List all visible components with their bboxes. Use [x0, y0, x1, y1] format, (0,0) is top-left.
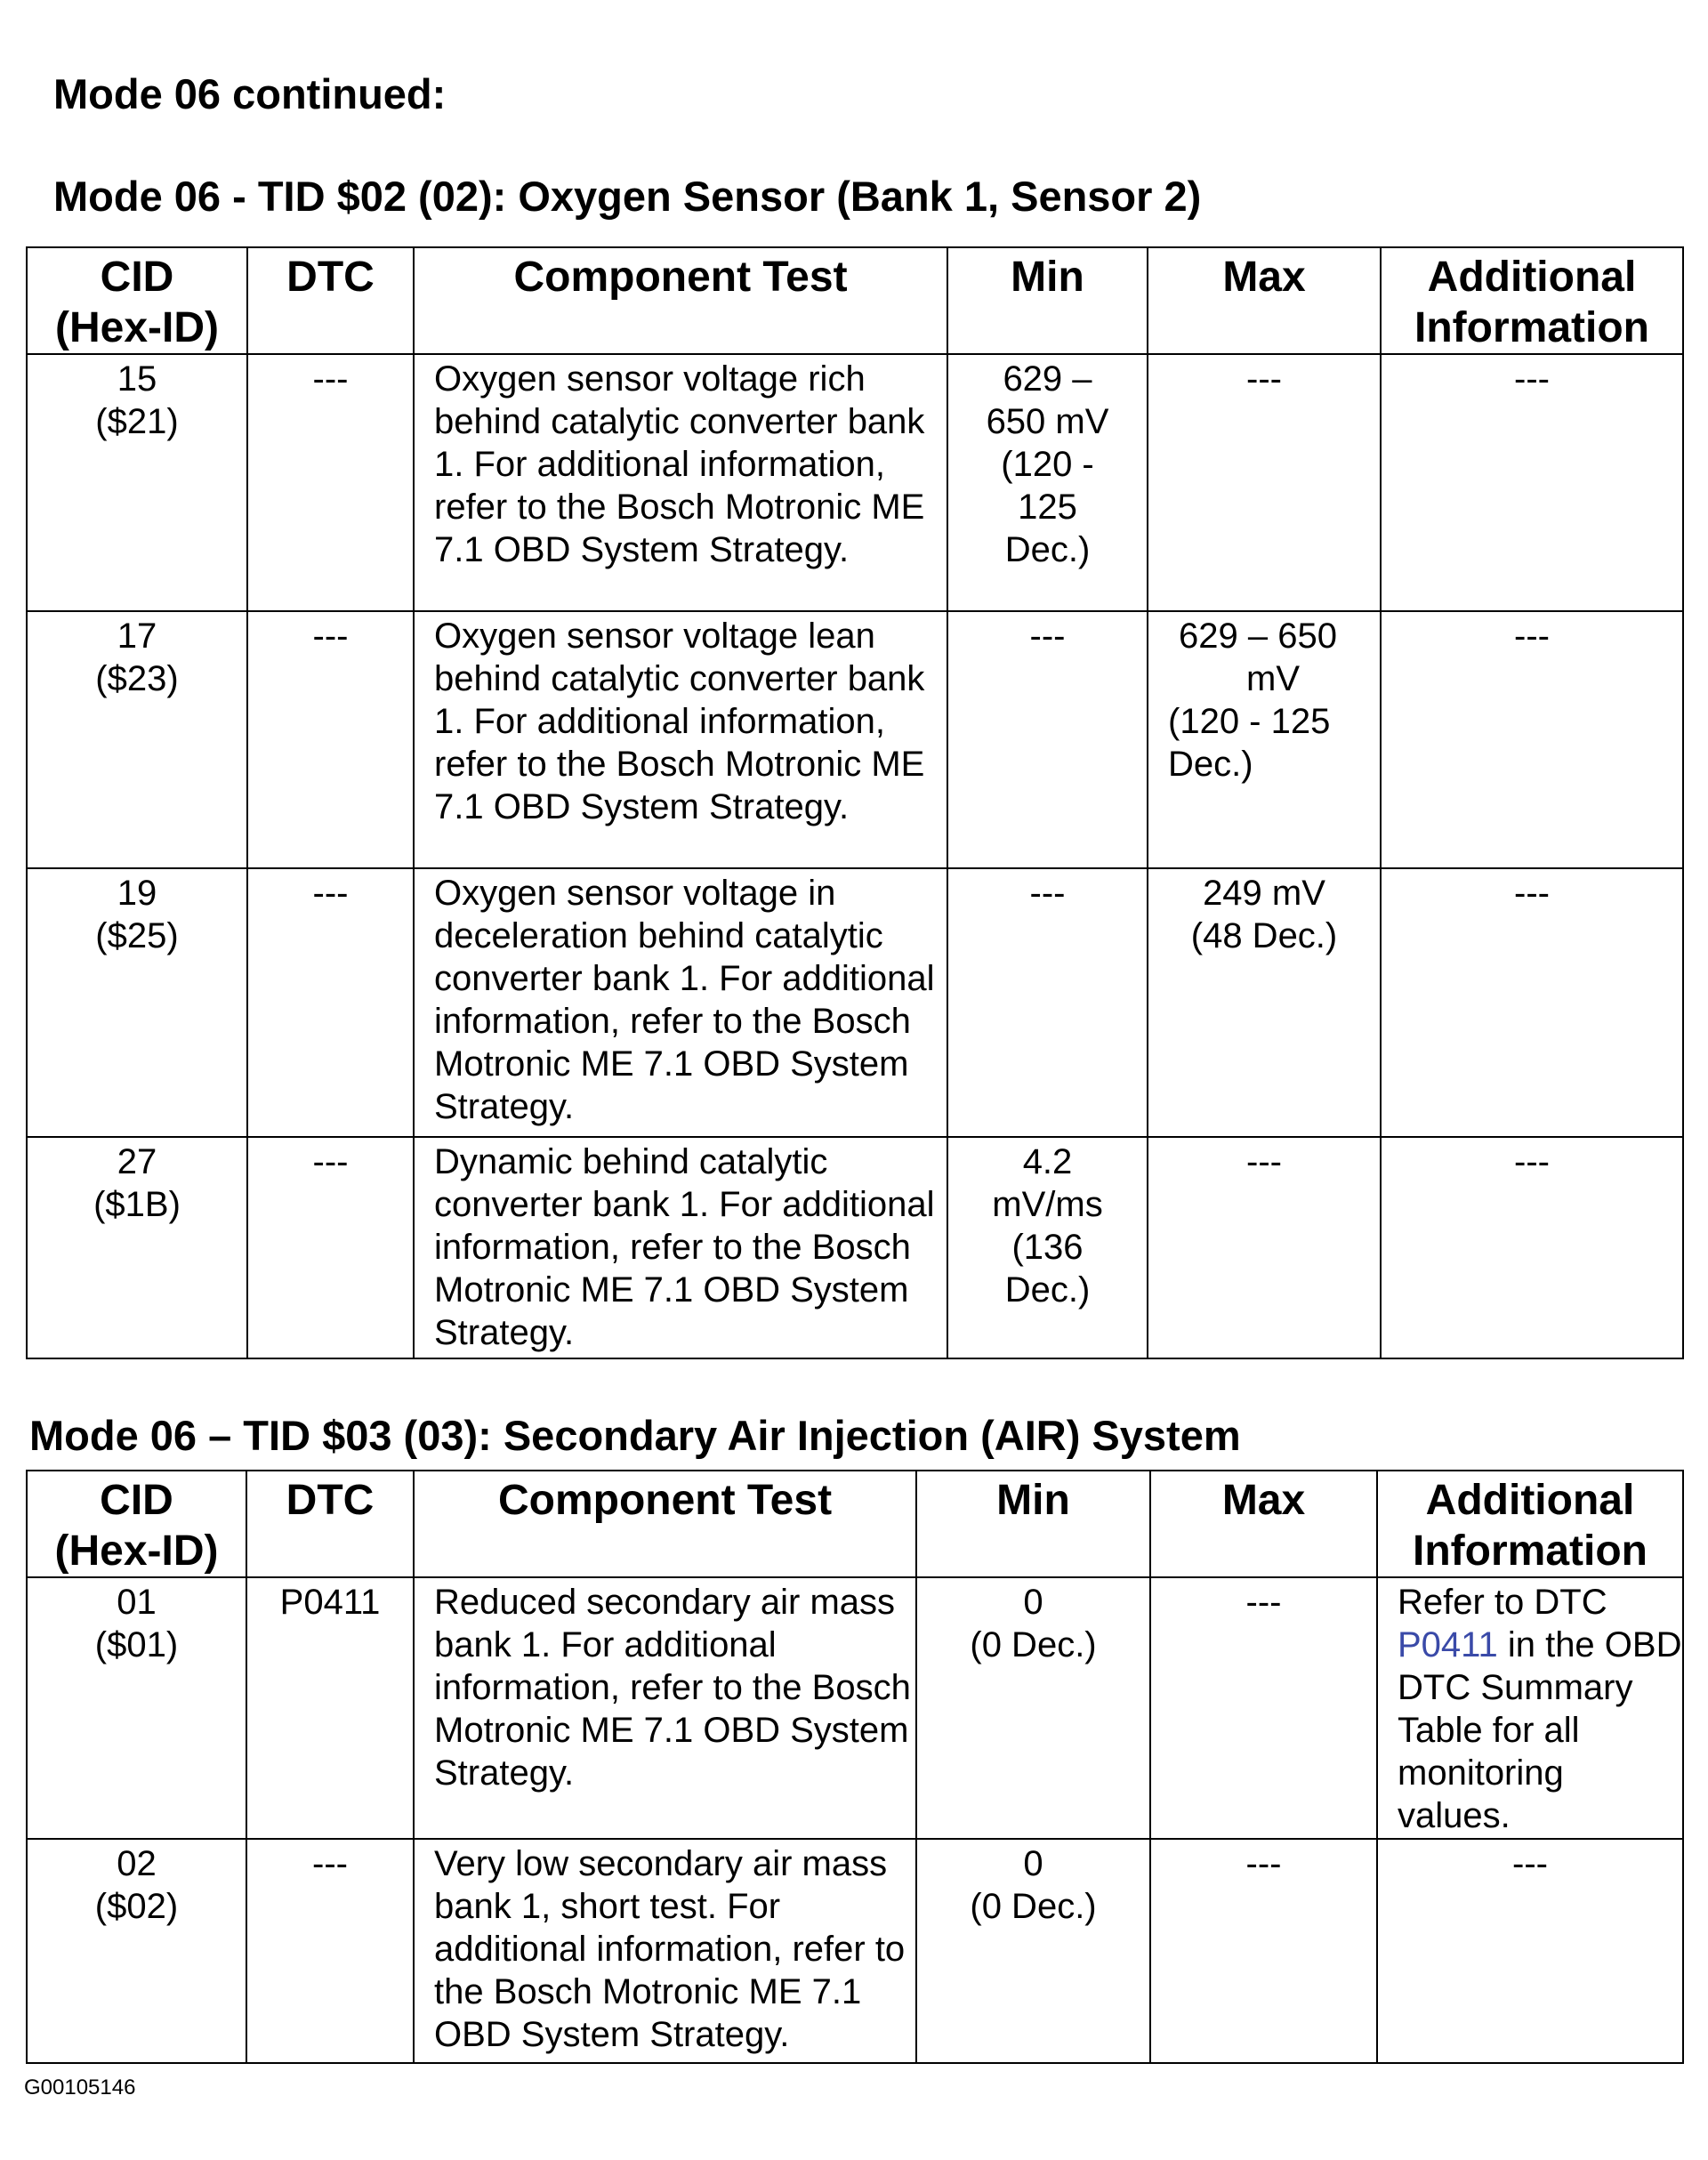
cell-cid: 17 ($23): [27, 611, 247, 868]
cell-min: 629 – 650 mV (120 - 125 Dec.): [947, 354, 1148, 611]
col-header-cid: CID (Hex-ID): [27, 247, 247, 354]
cell-component-test: Reduced secondary air mass bank 1. For additional information, refer to the Bosch Motronic ME 7.1 OBD System Strategy.: [414, 1577, 916, 1839]
cell-min: 4.2 mV/ms (136 Dec.): [947, 1137, 1148, 1358]
cell-min: ---: [947, 611, 1148, 868]
cell-dtc: P0411: [246, 1577, 414, 1839]
cell-dtc: ---: [247, 611, 414, 868]
table-row: [27, 1577, 1683, 1839]
cell-dtc: ---: [247, 354, 414, 611]
cell-component-test: Oxygen sensor voltage in deceleration behind catalytic converter bank 1. For additional information, refer to the Bosch Motronic ME 7.1 OBD System Strategy.: [414, 868, 947, 1137]
secondary-air-table: [26, 1470, 1684, 2064]
cell-max: ---: [1148, 354, 1381, 611]
col-header-min: Min: [947, 247, 1148, 354]
section1-title: Mode 06 - TID $02 (02): Oxygen Sensor (Bank 1, Sensor 2): [53, 173, 1202, 220]
col-header-dtc: DTC: [247, 247, 414, 354]
cell-dtc: ---: [246, 1839, 414, 2063]
cell-additional-info: ---: [1381, 354, 1683, 611]
cell-max: ---: [1150, 1839, 1377, 2063]
cell-component-test: Very low secondary air mass bank 1, short test. For additional information, refer to the Bosch Motronic ME 7.1 OBD System Strategy.: [414, 1839, 916, 2063]
col-header-min: Min: [916, 1471, 1150, 1577]
figure-id: G00105146: [24, 2075, 136, 2100]
cell-additional-info: ---: [1381, 611, 1683, 868]
col-header-component-test: Component Test: [414, 1471, 916, 1577]
section2-title: Mode 06 – TID $03 (03): Secondary Air Injection (AIR) System: [29, 1412, 1241, 1459]
dtc-p0411-link[interactable]: P0411: [1398, 1625, 1498, 1664]
cell-min: ---: [947, 868, 1148, 1137]
cell-component-test: Oxygen sensor voltage lean behind catalytic converter bank 1. For additional information, refer to the Bosch Motronic ME 7.1 OBD System Strategy.: [414, 611, 947, 868]
table-row: [27, 868, 1683, 1137]
col-header-dtc: DTC: [246, 1471, 414, 1577]
cell-max: ---: [1150, 1577, 1377, 1839]
table-header-row: [27, 247, 1683, 354]
cell-additional-info: ---: [1377, 1839, 1683, 2063]
cell-min: 0 (0 Dec.): [916, 1577, 1150, 1839]
cell-dtc: ---: [247, 868, 414, 1137]
table-row: [27, 611, 1683, 868]
table-header-row: [27, 1471, 1683, 1577]
cell-min: 0 (0 Dec.): [916, 1839, 1150, 2063]
cell-component-test: Dynamic behind catalytic converter bank 1. For additional information, refer to the Bosch Motronic ME 7.1 OBD System Strategy.: [414, 1137, 947, 1358]
cell-cid: 19 ($25): [27, 868, 247, 1137]
col-header-component-test: Component Test: [414, 247, 947, 354]
table-row: [27, 1137, 1683, 1358]
cell-cid: 01 ($01): [27, 1577, 246, 1839]
cell-component-test: Oxygen sensor voltage rich behind catalytic converter bank 1. For additional information, refer to the Bosch Motronic ME 7.1 OBD System Strategy.: [414, 354, 947, 611]
col-header-additional-info: Additional Information: [1381, 247, 1683, 354]
cell-additional-info: Refer to DTC P0411 in the OBD DTC Summary Table for all monitoring values.: [1377, 1577, 1683, 1839]
cell-max: 249 mV (48 Dec.): [1148, 868, 1381, 1137]
table-row: [27, 1839, 1683, 2063]
cell-cid: 27 ($1B): [27, 1137, 247, 1358]
table-row: [27, 354, 1683, 611]
oxygen-sensor-table: [26, 246, 1684, 1359]
cell-max: 629 – 650 mV (120 - 125 Dec.): [1148, 611, 1381, 868]
cell-dtc: ---: [247, 1137, 414, 1358]
cell-additional-info: ---: [1381, 868, 1683, 1137]
col-header-max: Max: [1150, 1471, 1377, 1577]
col-header-additional-info: Additional Information: [1377, 1471, 1683, 1577]
continued-heading: Mode 06 continued:: [53, 70, 447, 117]
cell-additional-info: ---: [1381, 1137, 1683, 1358]
cell-max: ---: [1148, 1137, 1381, 1358]
col-header-max: Max: [1148, 247, 1381, 354]
cell-cid: 02 ($02): [27, 1839, 246, 2063]
cell-cid: 15 ($21): [27, 354, 247, 611]
col-header-cid: CID (Hex-ID): [27, 1471, 246, 1577]
